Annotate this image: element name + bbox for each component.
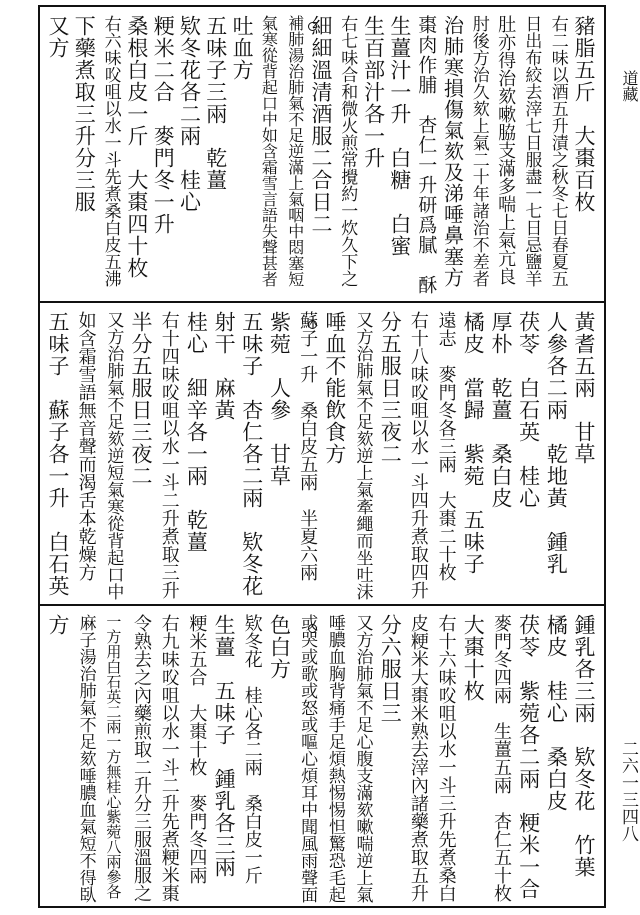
text-column: 令熟去之內藥煎取二升分三服溫服之 xyxy=(131,614,153,902)
text-column: 如含霜雪語無音聲而渴舌本乾燥方 xyxy=(75,311,97,581)
text-column: 半分五服日三夜二 xyxy=(129,311,154,487)
text-column: 生薑 五味子 鍾乳各三兩 xyxy=(212,614,237,878)
text-column: 肘後方治久欬上氣二十年諸治不差者 xyxy=(468,15,489,287)
text-column: 橘皮 當歸 紫菀 五味子 xyxy=(461,311,486,575)
text-column: 欵冬花各二兩 桂心 xyxy=(177,15,202,213)
text-column: 桑根白皮一斤 大棗四十枚 xyxy=(124,15,149,279)
text-column: 唾血不能飲食方 xyxy=(322,311,347,465)
text-column: 方 xyxy=(46,614,70,636)
text-column: 粳米五合 大棗十枚 麥門冬四兩 xyxy=(186,614,208,884)
text-column: 分五服日三夜二 xyxy=(378,311,403,465)
text-column: 右七味合和微火煎常攪約一炊久下之 xyxy=(337,15,358,287)
panel-middle xyxy=(40,303,604,602)
text-column: 茯苓 紫菀各二兩 粳米一合 xyxy=(516,614,541,900)
text-column: 肚亦得治欬嗽脇支滿多喘上氣亢良 xyxy=(495,15,517,285)
text-column: 鍾乳各三兩 欵冬花 竹葉 xyxy=(572,614,596,878)
text-column: 右六味㕮咀以水一斗先煮桑白皮五沸 xyxy=(100,15,121,287)
text-column: 大棗十枚 xyxy=(461,614,486,702)
text-column: 五味子 杏仁各二兩 欵冬花 xyxy=(239,311,264,597)
circle-mark xyxy=(308,22,317,31)
text-column: 桂心 細辛各一兩 乾薑 xyxy=(184,311,209,553)
text-column: 麻子湯治肺氣不足欬唾膿血氣短不得臥 xyxy=(75,614,96,903)
text-column: 射干 麻黃 xyxy=(212,311,237,421)
text-column: 氣寒從背起口中如含霜雪言語失聲甚者 xyxy=(259,15,279,287)
text-column: 蘇子一升 桑白皮五兩 半夏六兩 xyxy=(297,311,319,581)
text-column: 右十四味㕮咀以水一斗二升煮取三升 xyxy=(158,311,180,599)
text-column: 遠志 麥門冬各三兩 大棗二十枚 xyxy=(435,311,457,581)
text-column: 五味子三兩 乾薑 xyxy=(203,15,228,191)
text-column: 又方治肺氣不足欬逆上氣牽繩而坐吐沫 xyxy=(352,311,373,600)
text-column: 皮粳米大棗米熟去滓內諸藥煮取五升 xyxy=(407,614,429,902)
text-column: 補肺湯治肺氣不足逆滿上氣咽中悶塞短 xyxy=(285,15,305,287)
text-column: 人參各二兩 乾地黃 鍾乳 xyxy=(544,311,569,575)
page-number: 二六一三四八 xyxy=(618,740,638,842)
text-column: 分六服日三 xyxy=(378,614,403,724)
circle-mark xyxy=(308,320,317,329)
text-column: 右二味以酒五升漬之秋冬七日春夏五 xyxy=(547,15,568,287)
text-column: 麥門冬四兩 生薑五兩 杏仁五十枚 xyxy=(490,614,512,902)
text-column: 下藥煮取三升分三服 xyxy=(72,15,97,213)
text-column: 棗肉作脯 杏仁一升研爲膩 酥 xyxy=(415,15,438,295)
book-title: 道藏 xyxy=(620,70,639,102)
text-column: 右十六味㕮咀以水一斗三升先煮桑白 xyxy=(435,614,457,902)
text-column: 日出布絞去滓七日服盡一七日忌鹽羊 xyxy=(521,15,542,287)
circle-mark xyxy=(308,624,317,633)
text-column: 又方 xyxy=(46,15,70,59)
panel-bottom xyxy=(40,606,604,906)
text-column: 紫菀 人參 甘草 xyxy=(267,311,292,487)
text-column: 吐血方 xyxy=(230,15,255,81)
text-column: 右九味㕮咀以水一斗二升先煮粳米棗 xyxy=(158,614,180,902)
text-column: 粳米二合 麥門冬一升 xyxy=(151,15,176,235)
text-column: 右十八味㕮咀以水一斗四升煮取四升 xyxy=(407,311,429,599)
text-column: 治肺寒損傷氣欬及涕唾鼻塞方 xyxy=(440,15,465,288)
text-column: 黃耆五兩 甘草 xyxy=(572,311,596,465)
text-column: 又方治肺氣不足欬逆短氣寒從背起口中 xyxy=(103,311,124,600)
panel-top xyxy=(40,7,604,300)
text-column: 茯苓 白石英 桂心 xyxy=(516,311,541,509)
text-column: 五味子 蘇子各一升 白石英 xyxy=(46,311,70,597)
text-column: 生薑汁一升 白糖 白蜜 xyxy=(387,15,412,257)
text-column: 或哭或歌或怒或嘔心煩耳中聞風雨聲面 xyxy=(297,614,318,903)
text-column: 唾膿血胸背痛手足煩熱惕惕怛驚恐毛起 xyxy=(324,614,345,903)
text-column: 橘皮 桂心 桑白皮 xyxy=(544,614,569,812)
text-column: 細細溫清酒服二合日二 xyxy=(309,15,333,235)
text-column: 豬脂五斤 大棗百枚 xyxy=(572,15,596,213)
text-column: 厚朴 乾薑 桑白皮 xyxy=(488,311,513,509)
text-column: 又方治肺氣不足心腹支滿欬嗽喘逆上氣 xyxy=(352,614,373,903)
text-column: 一方用白石英二兩一方無桂心紫菀八兩參各 xyxy=(104,614,123,899)
text-column: 生百部汁各一升 xyxy=(361,15,386,169)
text-column: 色白方 xyxy=(267,614,292,680)
text-column: 欵冬花 桂心各二兩 桑白皮一斤 xyxy=(241,614,263,884)
